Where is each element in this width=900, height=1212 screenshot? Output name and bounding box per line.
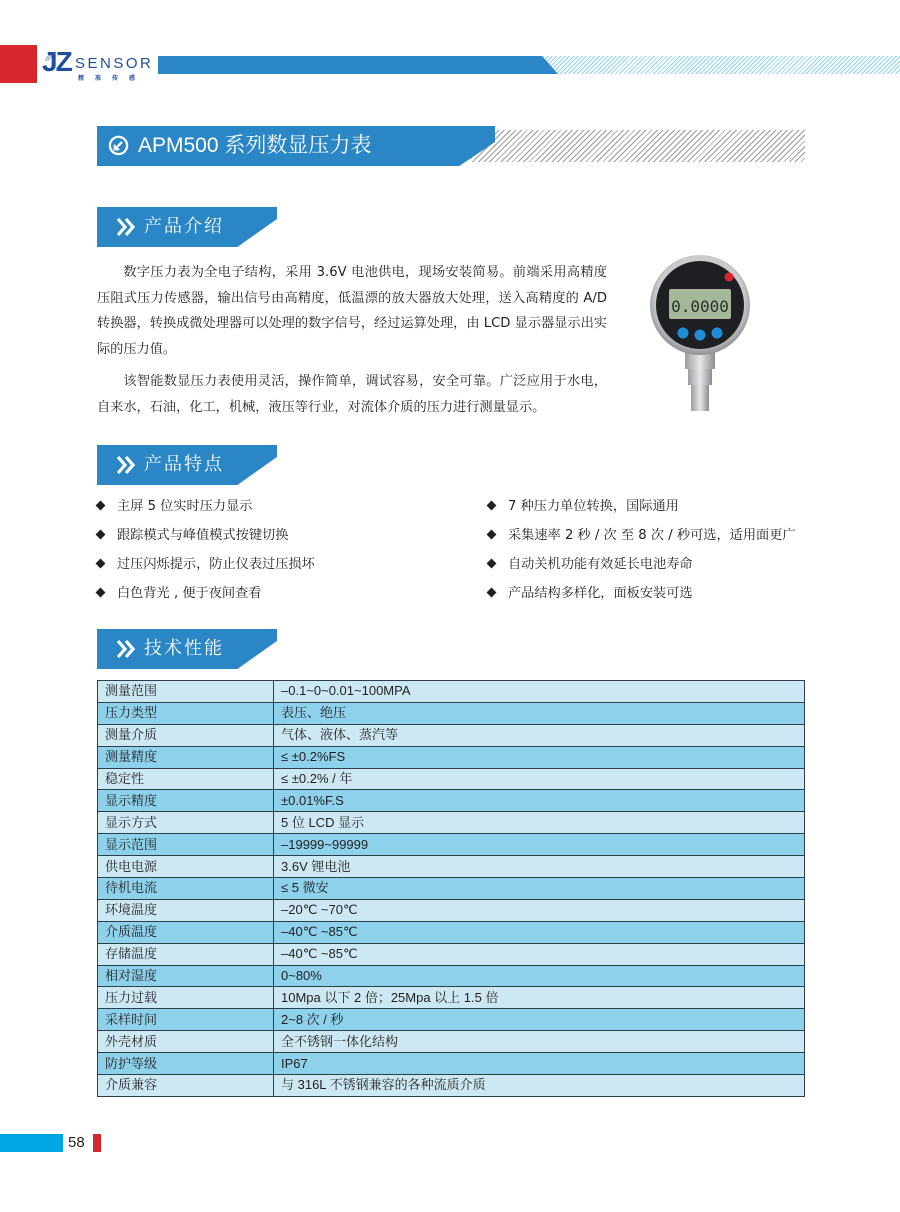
spec-value: 气体、液体、蒸汽等: [274, 724, 805, 746]
table-row: [98, 943, 805, 965]
header-blue-bar: [158, 56, 558, 74]
spec-label: 采样时间: [98, 1009, 274, 1031]
spec-value: IP67: [274, 1053, 805, 1075]
table-row: [98, 987, 805, 1009]
gauge-lcd-reading: 0.0000: [671, 297, 729, 316]
pressure-gauge-image: [645, 255, 755, 415]
brand-mark: JZ: [42, 46, 71, 77]
header-red-block: [0, 45, 37, 83]
table-row: [98, 921, 805, 943]
feature-text: 过压闪烁提示，防止仪表过压损坏: [117, 557, 315, 572]
table-row: [98, 746, 805, 768]
spec-value: –20℃ ~70℃: [274, 899, 805, 921]
feature-text: 采集速率 2 秒 / 次 至 8 次 / 秒可选，适用面更广: [508, 528, 796, 543]
spec-label: 环境温度: [98, 899, 274, 921]
spec-label: 显示方式: [98, 812, 274, 834]
double-chevron-right-icon: [116, 217, 136, 237]
feature-list-left: [95, 492, 425, 608]
table-row: [98, 724, 805, 746]
spec-label: 测量介质: [98, 724, 274, 746]
table-row: [98, 878, 805, 900]
feature-text: 跟踪模式与峰值模式按键切换: [117, 528, 289, 543]
double-chevron-right-icon: [116, 639, 136, 659]
table-row: [98, 899, 805, 921]
footer-red-mark: [93, 1134, 101, 1152]
section-title-intro: 产品介绍: [144, 216, 224, 237]
feature-item: [95, 521, 425, 550]
spec-value: 5 位 LCD 显示: [274, 812, 805, 834]
header-hatch-stripe: [535, 56, 900, 74]
brand-logo: [42, 46, 157, 86]
diamond-bullet-icon: [487, 588, 497, 598]
intro-paragraph-2: 该智能数显压力表使用灵活，操作简单，调试容易，安全可靠。广泛应用于水电，自来水，石油，化工，机械，液压等行业，对流体介质的压力进行测量显示。: [97, 374, 607, 415]
spec-value: 全不锈钢一体化结构: [274, 1031, 805, 1053]
spec-value: 表压、绝压: [274, 702, 805, 724]
spec-value: 2~8 次 / 秒: [274, 1009, 805, 1031]
intro-text: [97, 260, 607, 420]
spec-value: ±0.01%F.S: [274, 790, 805, 812]
feature-item: [486, 492, 816, 521]
diamond-bullet-icon: [96, 559, 106, 569]
spec-label: 测量精度: [98, 746, 274, 768]
spec-value: ≤ ±0.2% / 年: [274, 768, 805, 790]
feature-item: [95, 492, 425, 521]
diamond-bullet-icon: [96, 588, 106, 598]
double-chevron-right-icon: [116, 455, 136, 475]
table-row: [98, 702, 805, 724]
section-title-specs: 技术性能: [144, 638, 224, 659]
diamond-bullet-icon: [487, 530, 497, 540]
table-row: [98, 790, 805, 812]
brand-cn: 精准传感: [78, 75, 147, 82]
table-row: [98, 1053, 805, 1075]
spec-value: 10Mpa 以下 2 倍；25Mpa 以上 1.5 倍: [274, 987, 805, 1009]
spec-value: 0~80%: [274, 965, 805, 987]
feature-text: 主屏 5 位实时压力显示: [117, 499, 253, 514]
feature-item: [95, 550, 425, 579]
spec-value: –40℃ ~85℃: [274, 943, 805, 965]
diamond-bullet-icon: [487, 559, 497, 569]
intro-paragraph-1: 数字压力表为全电子结构，采用 3.6V 电池供电，现场安装简易。前端采用高精度压阻式压力传感器，输出信号由高精度，低温漂的放大器放大处理，送入高精度的 A/D 转换器，转换成微处理器可以处理的数字信号，经过运算处理，由 LCD 显示器显示出实际的压力值。: [97, 265, 607, 357]
spec-value: 3.6V 锂电池: [274, 856, 805, 878]
spec-value: 与 316L 不锈钢兼容的各种流质介质: [274, 1075, 805, 1097]
spec-table: [97, 680, 805, 1097]
spec-label: 压力类型: [98, 702, 274, 724]
spec-label: 压力过载: [98, 987, 274, 1009]
table-row: [98, 856, 805, 878]
table-row: [98, 812, 805, 834]
page-title: APM500 系列数显压力表: [138, 134, 372, 157]
spec-label: 稳定性: [98, 768, 274, 790]
spec-value: –0.1~0~0.01~100MPA: [274, 681, 805, 703]
title-hatch-stripe: [470, 130, 805, 162]
table-row: [98, 1009, 805, 1031]
table-row: [98, 834, 805, 856]
page-number: 58: [68, 1134, 85, 1151]
table-row: [98, 1075, 805, 1097]
spec-value: ≤ 5 微安: [274, 878, 805, 900]
feature-text: 产品结构多样化，面板安装可选: [508, 586, 693, 601]
spec-value: –19999~99999: [274, 834, 805, 856]
spec-label: 存储温度: [98, 943, 274, 965]
feature-text: 白色背光 , 便于夜间查看: [117, 586, 262, 601]
feature-text: 7 种压力单位转换，国际通用: [508, 499, 679, 514]
spec-value: –40℃ ~85℃: [274, 921, 805, 943]
footer-blue-bar: [0, 1134, 63, 1152]
spec-label: 防护等级: [98, 1053, 274, 1075]
diamond-bullet-icon: [96, 530, 106, 540]
diamond-bullet-icon: [487, 501, 497, 511]
spec-value: ≤ ±0.2%FS: [274, 746, 805, 768]
spec-label: 供电电源: [98, 856, 274, 878]
spec-label: 显示范围: [98, 834, 274, 856]
diamond-bullet-icon: [96, 501, 106, 511]
feature-item: [95, 579, 425, 608]
feature-item: [486, 550, 816, 579]
table-row: [98, 965, 805, 987]
feature-item: [486, 579, 816, 608]
spec-label: 介质温度: [98, 921, 274, 943]
section-title-features: 产品特点: [144, 454, 224, 475]
feature-item: [486, 521, 816, 550]
feature-text: 自动关机功能有效延长电池寿命: [508, 557, 693, 572]
spec-label: 测量范围: [98, 681, 274, 703]
table-row: [98, 681, 805, 703]
feature-list-right: [486, 492, 816, 608]
spec-label: 相对湿度: [98, 965, 274, 987]
spec-label: 外壳材质: [98, 1031, 274, 1053]
spec-label: 待机电流: [98, 878, 274, 900]
brand-name: SENSOR: [75, 55, 154, 72]
table-row: [98, 1031, 805, 1053]
gauge-check-icon: [108, 135, 129, 156]
spec-label: 显示精度: [98, 790, 274, 812]
table-row: [98, 768, 805, 790]
spec-label: 介质兼容: [98, 1075, 274, 1097]
